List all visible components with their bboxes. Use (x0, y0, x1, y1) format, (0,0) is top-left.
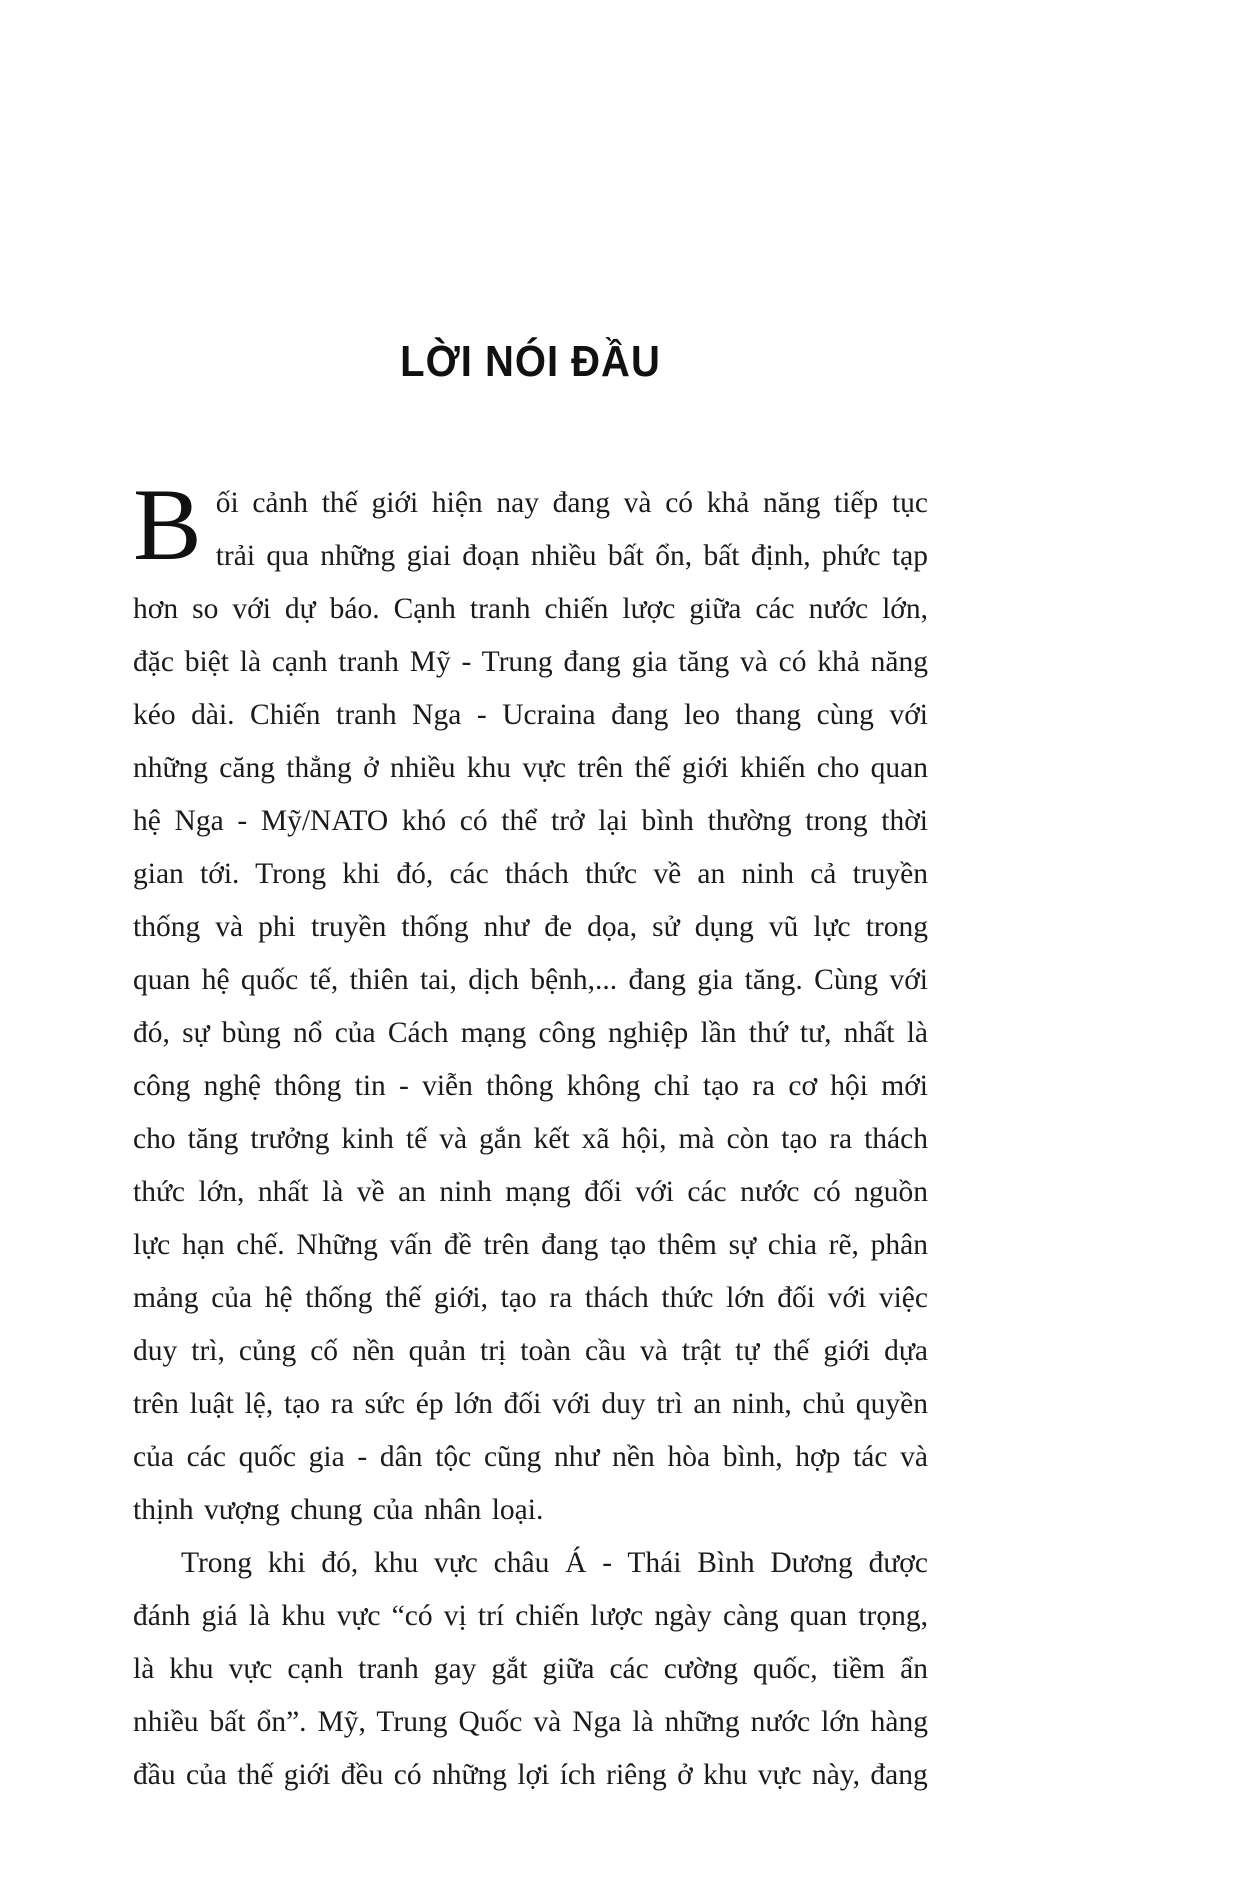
body-text (133, 468, 928, 1802)
chapter-title: LỜI NÓI ĐẦU (400, 338, 661, 386)
paragraph (133, 468, 928, 1537)
paragraph (133, 1537, 928, 1802)
page-content (133, 0, 928, 1802)
drop-cap: B (133, 468, 202, 582)
paragraph-text: Trong khi đó, khu vực châu Á - Thái Bình Dương được đánh giá là khu vực “có vị trí chiến lược ngày càng quan trọng, là khu vực cạnh tranh gay gắt giữa các cường quốc, tiềm ẩn nhiều bất ổn”. Mỹ, Trung Quốc và Nga là những nước lớn hàng đầu của thế giới đều có những lợi ích riêng ở khu vực này, đang (133, 1547, 928, 1791)
paragraph-text: ối cảnh thế giới hiện nay đang và có khả năng tiếp tục trải qua những giai đoạn nhiều bất ổn, bất định, phức tạp hơn so với dự báo. Cạnh tranh chiến lược giữa các nước lớn, đặc biệt là cạnh tranh Mỹ - Trung đang gia tăng và có khả năng kéo dài. Chiến tranh Nga - Ucraina đang leo thang cùng với những căng thẳng ở nhiều khu vực trên thế giới khiến cho quan hệ Nga - Mỹ/NATO khó có thể trở lại bình thường trong thời gian tới. Trong khi đó, các thách thức về an ninh cả truyền thống và phi truyền thống như đe dọa, sử dụng vũ lực trong quan hệ quốc tế, thiên tai, dịch bệnh,... đang gia tăng. Cùng với đó, sự bùng nổ của Cách mạng công nghiệp lần thứ tư, nhất là công nghệ thông tin - viễn thông không chỉ tạo ra cơ hội mới cho tăng trưởng kinh tế và gắn kết xã hội, mà còn tạo ra thách thức lớn, nhất là về an ninh mạng đối với các nước có nguồn lực hạn chế. Những vấn đề trên đang tạo thêm sự chia rẽ, phân mảng của hệ thống thế giới, tạo ra thách thức lớn đối với việc duy trì, củng cố nền quản trị toàn cầu và trật tự thế giới dựa trên luật lệ, tạo ra sức ép lớn đối với duy trì an ninh, chủ quyền của các quốc gia - dân tộc cũng như nền hòa bình, hợp tác và thịnh vượng chung của nhân loại. (133, 487, 928, 1526)
